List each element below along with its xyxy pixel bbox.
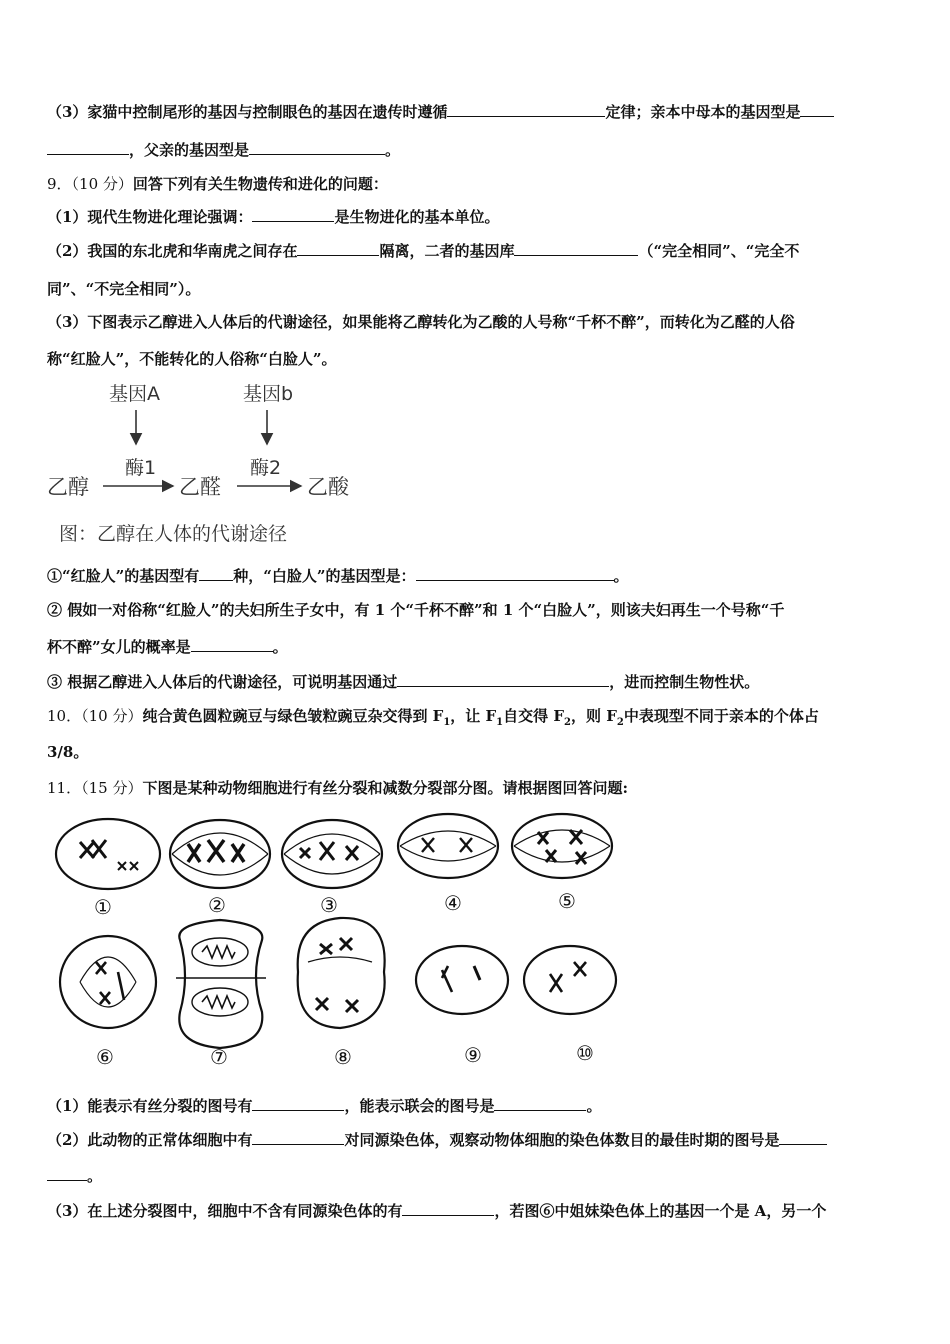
- blank[interactable]: [252, 1130, 344, 1145]
- blank[interactable]: [416, 566, 614, 581]
- ethanol-label: 乙醇: [47, 475, 89, 499]
- q9-sub-2-cont: 杯不醉”女儿的概率是 。: [47, 638, 288, 656]
- cell-10: [524, 946, 616, 1014]
- blank[interactable]: [514, 241, 638, 256]
- q10-answer: 3/8。: [47, 743, 89, 761]
- acetic-acid-label: 乙酸: [307, 475, 349, 499]
- q10-heading: 10．（10 分）纯合黄色圆粒豌豆与绿色皱粒豌豆杂交得到 $F_1$，让 $F_1$自交得 $F_2$，则 $F_2$中表现型不同于亲本的个体占: [47, 707, 819, 728]
- blank[interactable]: [402, 1201, 494, 1216]
- blank[interactable]: [191, 637, 273, 652]
- blank[interactable]: [800, 102, 834, 117]
- blank[interactable]: [252, 1096, 344, 1111]
- cell-8: [298, 918, 385, 1028]
- q9-heading: 9．（10 分）回答下列有关生物遗传和进化的问题：: [47, 175, 388, 193]
- q11-part-2: （2）此动物的正常体细胞中有 对同源染色体，观察动物体细胞的染色体数目的最佳时期的图号是: [47, 1130, 827, 1150]
- cell-division-figure: [50, 812, 630, 1072]
- blank[interactable]: [779, 1130, 827, 1145]
- cell-label-9: ⑨: [464, 1043, 482, 1067]
- cell-label-10: ⑩: [576, 1041, 594, 1065]
- ethanol-metabolism-diagram: [45, 378, 365, 550]
- cell-1: [56, 819, 160, 889]
- gene-a-label: 基因A: [109, 383, 160, 405]
- q9-sub-1: ①“红脸人”的基因型有 种，“白脸人”的基因型是： 。: [47, 567, 629, 585]
- cell-5: [512, 814, 612, 878]
- q8-line-2: ，父亲的基因型是 。: [47, 140, 400, 160]
- q9-part-3-cont: 称“红脸人”，不能转化的人俗称“白脸人”。: [47, 350, 337, 368]
- acetaldehyde-label: 乙醛: [179, 475, 221, 499]
- blank[interactable]: [47, 140, 129, 155]
- cell-label-7: ⑦: [210, 1045, 228, 1069]
- q11-part-3: （3）在上述分裂图中，细胞中不含有同源染色体的有 ，若图⑥中姐妹染色体上的基因一个是 A，另一个: [47, 1202, 827, 1220]
- q11-heading: 11．（15 分）下图是某种动物细胞进行有丝分裂和减数分裂部分图。请根据图回答问题:: [47, 779, 628, 797]
- cell-7: [176, 920, 266, 1048]
- cell-label-8: ⑧: [334, 1045, 352, 1069]
- blank[interactable]: [252, 207, 334, 222]
- q9-part-1: （1）现代生物进化理论强调： 是生物进化的基本单位。: [47, 208, 500, 226]
- q9-sub-2: ② 假如一对俗称“红脸人”的夫妇所生子女中，有 1 个“千杯不醉”和 1 个“白脸人”，则该夫妇再生一个号称“千: [47, 601, 785, 619]
- q11-part-2-cont: 。: [47, 1166, 102, 1186]
- q8-line-1: （3）家猫中控制尾形的基因与控制眼色的基因在遗传时遵循 定律；亲本中母本的基因型是: [47, 102, 834, 122]
- cell-6: [60, 936, 156, 1028]
- q9-part-2: （2）我国的东北虎和华南虎之间存在 隔离，二者的基因库 （“完全相同”、“完全不: [47, 242, 800, 260]
- cell-label-2: ②: [208, 893, 226, 917]
- cell-label-1: ①: [94, 895, 112, 919]
- enzyme-1-label: 酶1: [125, 457, 157, 479]
- cell-9: [416, 946, 508, 1014]
- blank[interactable]: [249, 140, 385, 155]
- blank[interactable]: [447, 102, 605, 117]
- cell-label-6: ⑥: [96, 1045, 114, 1069]
- cell-label-3: ③: [320, 893, 338, 917]
- cell-label-4: ④: [444, 891, 462, 915]
- cell-label-5: ⑤: [558, 889, 576, 913]
- q9-part-3: （3）下图表示乙醇进入人体后的代谢途径，如果能将乙醇转化为乙酸的人号称“千杯不醉”，而转化为乙醛的人俗: [47, 313, 795, 331]
- blank[interactable]: [494, 1096, 586, 1111]
- cell-3: [282, 820, 382, 888]
- gene-b-label: 基因b: [243, 383, 294, 405]
- q9-sub-3: ③ 根据乙醇进入人体后的代谢途径，可说明基因通过 ，进而控制生物性状。: [47, 673, 760, 691]
- diagram-caption: 图：乙醇在人体的代谢途径: [59, 523, 288, 545]
- blank[interactable]: [47, 1166, 87, 1181]
- blank[interactable]: [297, 241, 379, 256]
- q9-part-2-cont: 同”、“不完全相同”）。: [47, 280, 201, 298]
- blank[interactable]: [397, 672, 609, 687]
- q11-part-1: （1）能表示有丝分裂的图号有 ，能表示联会的图号是 。: [47, 1097, 602, 1115]
- cell-4: [398, 814, 498, 878]
- enzyme-2-label: 酶2: [250, 457, 282, 479]
- cell-2: [170, 820, 270, 888]
- blank[interactable]: [199, 566, 233, 581]
